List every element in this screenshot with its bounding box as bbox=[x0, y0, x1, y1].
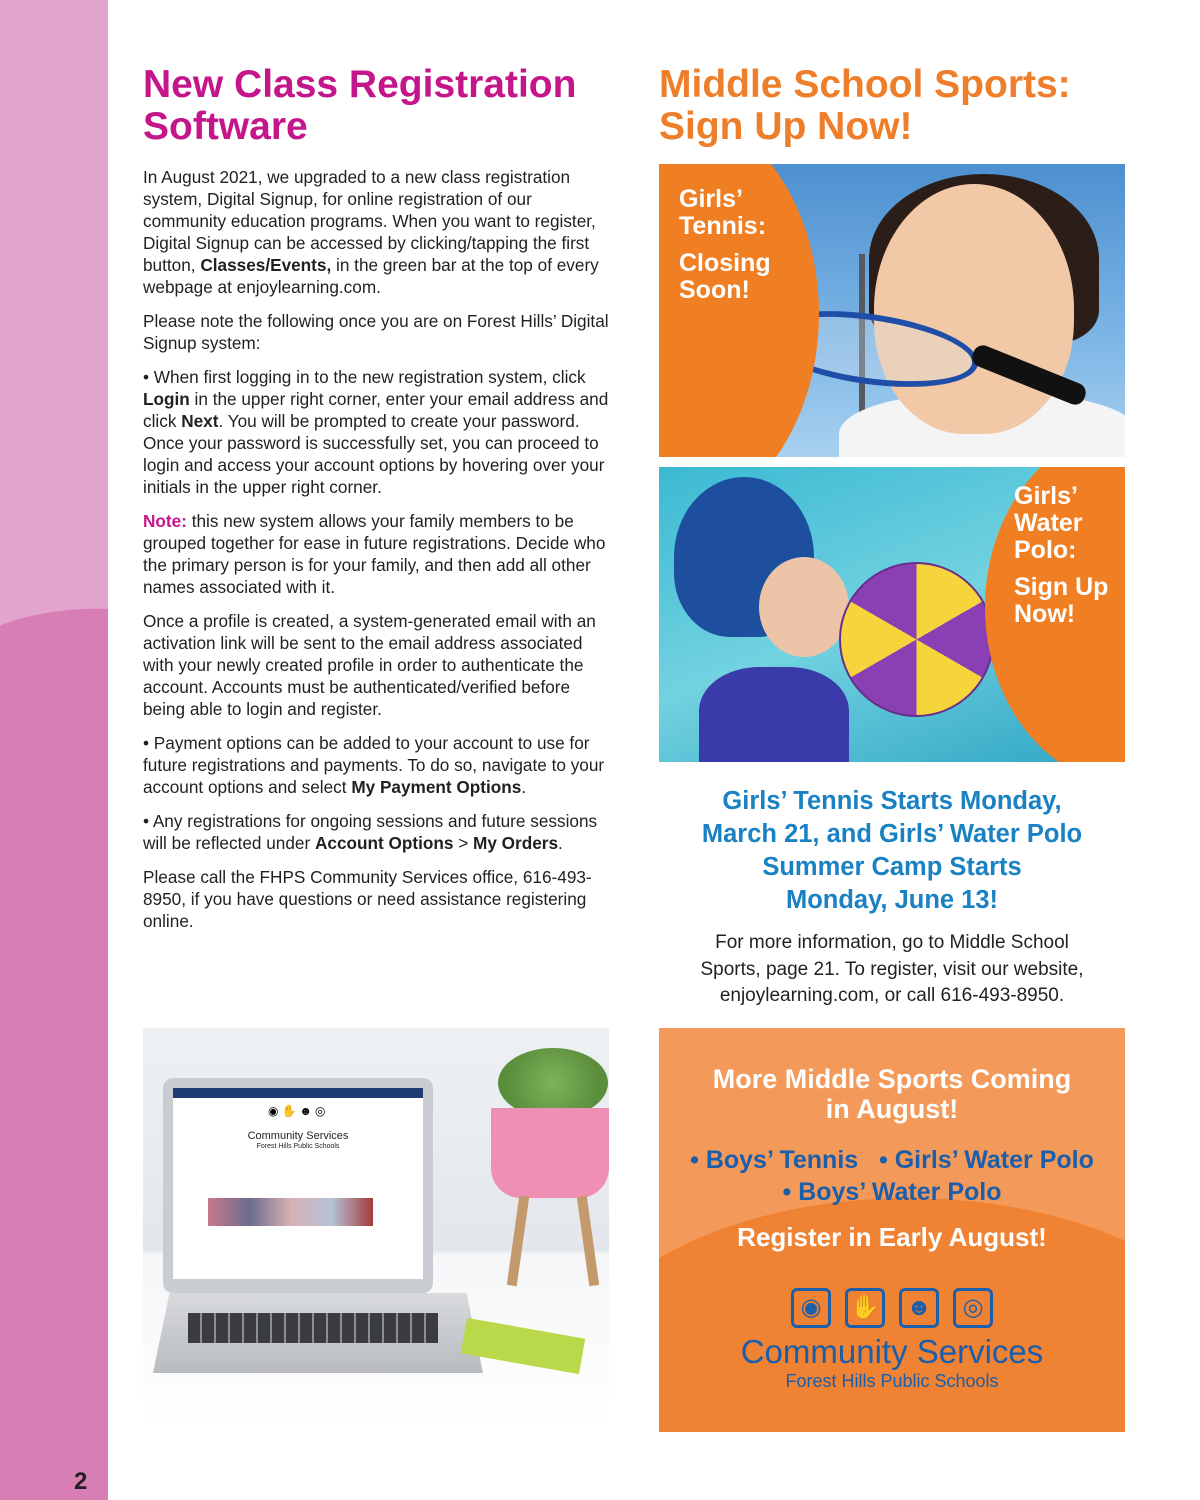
swimmer-face bbox=[759, 557, 849, 657]
registration-heading-line1: New Class Registration bbox=[143, 63, 577, 106]
hand-icon: ✋ bbox=[845, 1288, 885, 1328]
eye-icon: ◎ bbox=[953, 1288, 993, 1328]
laptop-screen-title: Community Services bbox=[247, 1130, 349, 1142]
side-bar-light bbox=[0, 0, 108, 645]
sports-info-text: For more information, go to Middle School Sports, page 21. To register, visit our website, enjoylearning.com, or call 616-493-8950. bbox=[700, 932, 1084, 1006]
sports-heading bbox=[659, 64, 1125, 148]
laptop-nav-bar bbox=[173, 1088, 423, 1098]
spiral-icon: ◉ bbox=[791, 1288, 831, 1328]
paragraph-orders: • Any registrations for ongoing sessions and future sessions will be reflected under Account Options > My Orders. bbox=[143, 811, 598, 853]
water-polo-ball bbox=[839, 562, 994, 717]
august-sports-box bbox=[659, 1028, 1125, 1432]
box-content bbox=[659, 1028, 1125, 1392]
registration-heading-line2: Software bbox=[143, 105, 308, 148]
paragraph-profile: Once a profile is created, a system-generated email with an activation link will be sent to the email address associated with your newly created profile in order to authenticate the account. Accounts must be authenticated/verified before being able to login and register. bbox=[143, 611, 596, 719]
girl-face bbox=[874, 184, 1074, 434]
polo-promo-text: Girls’ Water Polo: Sign Up Now! bbox=[1014, 482, 1109, 628]
paragraph-login: • When first logging in to the new registration system, click Login in the upper right corner, enter your email address and click Next. You will be prompted to create your password. Once your password is successfully set, you can proceed to login and access your account options by hovering over your initials in the upper right corner. bbox=[143, 367, 609, 497]
laptop-keyboard bbox=[188, 1313, 438, 1343]
paragraph-note-following: Please note the following once you are on Forest Hills’ Digital Signup system: bbox=[143, 311, 609, 353]
paragraph-contact: Please call the FHPS Community Services office, 616-493-8950, if you have questions or need assistance registering online. bbox=[143, 867, 592, 931]
laptop-photo bbox=[143, 1028, 609, 1432]
laptop-screen-subtitle: Forest Hills Public Schools bbox=[256, 1143, 340, 1150]
sports-article bbox=[659, 64, 1125, 148]
registration-article bbox=[143, 64, 609, 944]
plant-pot bbox=[491, 1108, 609, 1198]
paragraph-intro: In August 2021, we upgraded to a new class registration system, Digital Signup, for online registration of our community education programs. When you want to register, Digital Signup can be accessed by clicking/tapping the first button, Classes/Events, in the green bar at the top of every webpage at enjoylearning.com. bbox=[143, 167, 599, 297]
paragraph-family-note: Note: this new system allows your family members to be grouped together for ease in future registrations. Decide who the primary person is for your family, and then add all other names associated with it. bbox=[143, 511, 606, 597]
stand-leg bbox=[507, 1196, 529, 1287]
side-bar bbox=[0, 0, 108, 1500]
stand-leg bbox=[577, 1196, 599, 1287]
box-cta: Register in Early August! bbox=[737, 1222, 1047, 1252]
tennis-promo-text: Girls’ Tennis: Closing Soon! bbox=[679, 185, 771, 304]
registration-heading bbox=[143, 64, 609, 148]
list-item: • Boys’ Tennis bbox=[690, 1146, 859, 1174]
registration-body bbox=[143, 166, 609, 932]
laptop-display bbox=[173, 1088, 423, 1279]
sports-heading-line2: Sign Up Now! bbox=[659, 105, 913, 148]
swimsuit bbox=[699, 667, 849, 762]
laptop-image-strip bbox=[208, 1198, 373, 1226]
page-number: 2 bbox=[74, 1468, 88, 1495]
box-title: More Middle Sports Coming in August! bbox=[712, 1064, 1072, 1124]
tennis-photo bbox=[659, 164, 1125, 457]
box-sports-list bbox=[659, 1144, 1125, 1208]
note-label: Note: bbox=[143, 511, 187, 531]
list-item: • Boys’ Water Polo bbox=[782, 1178, 1002, 1206]
sports-heading-line1: Middle School Sports: bbox=[659, 63, 1071, 106]
sports-dates-headline: Girls’ Tennis Starts Monday, March 21, and Girls’ Water Polo Summer Camp Starts Monday, June 13! bbox=[701, 787, 1083, 914]
logo-icons bbox=[659, 1288, 1125, 1328]
figure-icon: ☻ bbox=[899, 1288, 939, 1328]
logo-title: Community Services bbox=[740, 1333, 1044, 1370]
water-polo-photo bbox=[659, 467, 1125, 762]
paragraph-payment: • Payment options can be added to your account to use for future registrations and payments. To do so, navigate to your account options and select My Payment Options. bbox=[143, 733, 605, 797]
list-item: • Girls’ Water Polo bbox=[879, 1146, 1094, 1174]
laptop-screen bbox=[163, 1078, 433, 1293]
laptop-logo-icons: ◉✋☻◎ bbox=[268, 1104, 329, 1118]
logo-subtitle: Forest Hills Public Schools bbox=[785, 1371, 999, 1391]
